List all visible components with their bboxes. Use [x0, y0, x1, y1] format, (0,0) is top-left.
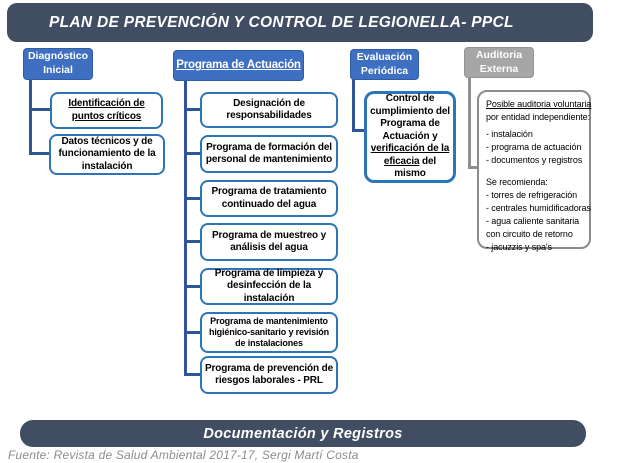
- documentation-bar-label: Documentación y Registros: [203, 425, 403, 442]
- box-programa-limpieza: [200, 268, 338, 305]
- box-label: Control de cumplimiento del Programa de Actuación y verificación de la eficacia del mismo: [370, 93, 450, 180]
- documentation-bar: [20, 420, 586, 447]
- connector-line: [468, 77, 471, 169]
- audit-list-item: - documentos y registros: [486, 155, 583, 165]
- audit-list-item: - instalación: [486, 129, 533, 139]
- connector-line: [184, 373, 200, 376]
- connector-line: [29, 79, 32, 155]
- connector-line: [184, 285, 200, 288]
- audit-title-rest: por entidad independiente:: [486, 112, 590, 122]
- header-programa-actuacion: Programa de Actuación: [173, 50, 304, 81]
- box-label: Identificación de puntos críticos: [68, 98, 145, 122]
- box-label: Datos técnicos y de funcionamiento de la instalación: [58, 135, 156, 172]
- source-citation: Fuente: Revista de Salud Ambiental 2017-17, Sergi Martí Costa: [8, 448, 359, 462]
- connector-line: [29, 108, 50, 111]
- connector-line: [184, 197, 200, 200]
- audit-subtitle: Se recomienda:: [486, 177, 548, 187]
- box-control-cumplimiento: [364, 91, 456, 183]
- box-label: Programa de prevención de riesgos laborales - PRL: [205, 362, 333, 386]
- audit-list-item: - centrales humidificadoras: [486, 203, 591, 213]
- box-programa-tratamiento-agua: [200, 180, 338, 217]
- box-label: Programa de limpieza y desinfección de la instalación: [214, 267, 324, 304]
- header-diagnostico-inicial: Diagnóstico Inicial: [23, 48, 93, 80]
- connector-line: [184, 240, 200, 243]
- page-title: PLAN DE PREVENCIÓN Y CONTROL DE LEGIONELLA- PPCL: [49, 13, 514, 31]
- box-label: Programa de tratamiento continuado del agua: [211, 186, 327, 210]
- box-programa-prl: [200, 356, 338, 394]
- audit-list-item: - jacuzzis y spa's: [486, 242, 552, 252]
- box-programa-formacion: [200, 135, 338, 173]
- audit-list-item: - agua caliente sanitaria: [486, 216, 580, 226]
- audit-title: Posible auditoria voluntaria: [486, 99, 592, 109]
- audit-list-item: - torres de refrigeración: [486, 190, 578, 200]
- box-label: Programa de formación del personal de mantenimiento: [205, 141, 333, 165]
- box-identificacion-puntos-criticos: [50, 92, 163, 129]
- spacer: [486, 167, 589, 176]
- connector-line: [29, 152, 49, 155]
- connector-line: [184, 108, 200, 111]
- box-programa-muestreo: [200, 223, 338, 261]
- box-programa-mantenimiento: [200, 312, 338, 353]
- audit-list-item: - programa de actuación: [486, 142, 582, 152]
- connector-line: [184, 152, 200, 155]
- header-auditoria-externa: Auditoria Externa: [464, 47, 534, 78]
- box-designacion-responsabilidades: [200, 92, 338, 128]
- box-datos-tecnicos: [49, 134, 165, 175]
- audit-list-item: con circuito de retorno: [486, 229, 573, 239]
- header-evaluacion-periodica: Evaluación Periódica: [350, 49, 419, 80]
- box-auditoria-detalle: [477, 90, 592, 252]
- connector-line: [184, 331, 200, 334]
- box-label: Designación de responsabilidades: [226, 97, 312, 121]
- connector-line: [352, 79, 355, 132]
- title-bar: [7, 3, 593, 42]
- box-label: Programa de muestreo y análisis del agua: [212, 229, 326, 253]
- box-label: Programa de mantenimiento higiénico-sanitario y revisión de instalaciones: [208, 315, 330, 349]
